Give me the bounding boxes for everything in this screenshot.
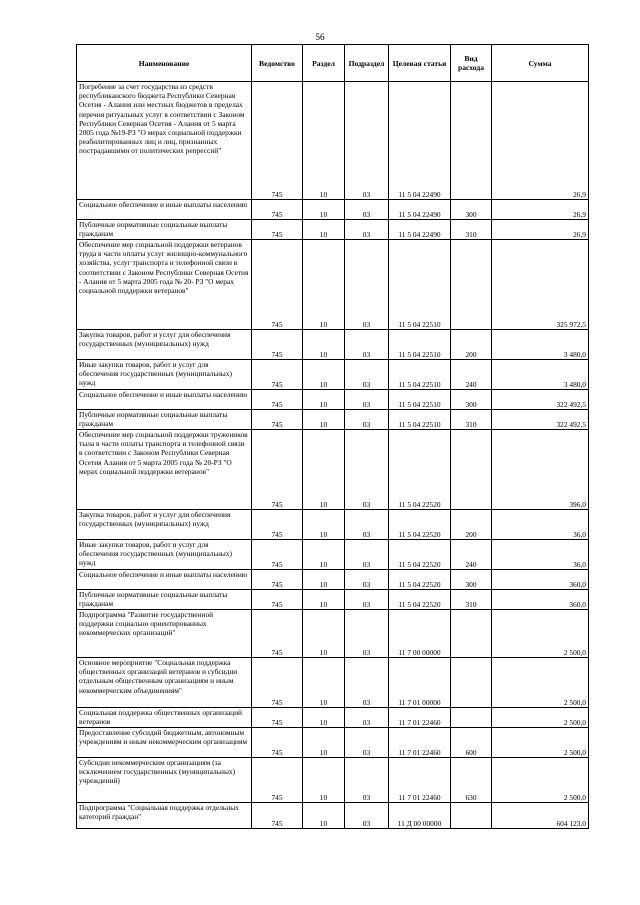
row-dept: 745 xyxy=(252,658,303,708)
row-target: 11 5 04 22520 xyxy=(389,510,451,540)
row-dept: 745 xyxy=(252,430,303,510)
row-kind xyxy=(451,610,492,658)
row-dept: 745 xyxy=(252,390,303,410)
row-name: Публичные нормативные социальные выплаты гражданам xyxy=(77,410,252,430)
table-row xyxy=(77,803,589,829)
row-sum: 396,0 xyxy=(492,430,589,510)
table-row xyxy=(77,510,589,540)
row-subsection: 03 xyxy=(345,803,389,829)
row-sum: 325 972,5 xyxy=(492,240,589,330)
row-sum: 2 500,0 xyxy=(492,758,589,803)
row-section: 10 xyxy=(303,82,345,200)
table-row xyxy=(77,708,589,728)
row-name: Закупка товаров, работ и услуг для обеспечения государственных (муниципальных) нужд xyxy=(77,510,252,540)
row-kind xyxy=(451,82,492,200)
row-kind: 240 xyxy=(451,360,492,390)
row-kind xyxy=(451,708,492,728)
table-row xyxy=(77,220,589,240)
table-row xyxy=(77,658,589,708)
row-dept: 745 xyxy=(252,510,303,540)
row-section: 10 xyxy=(303,758,345,803)
row-sum: 26,9 xyxy=(492,220,589,240)
row-sum: 360,0 xyxy=(492,590,589,610)
row-sum: 2 500,0 xyxy=(492,610,589,658)
row-sum: 2 500,0 xyxy=(492,708,589,728)
row-target: 11 5 04 22490 xyxy=(389,200,451,220)
row-target: 11 5 04 22520 xyxy=(389,570,451,590)
row-name: Социальная поддержка общественных организаций ветеранов xyxy=(77,708,252,728)
row-sum: 36,0 xyxy=(492,540,589,570)
table-row xyxy=(77,240,589,330)
row-kind: 200 xyxy=(451,510,492,540)
row-subsection: 03 xyxy=(345,430,389,510)
row-subsection: 03 xyxy=(345,220,389,240)
row-sum: 604 123,0 xyxy=(492,803,589,829)
row-target: 11 Д 00 00000 xyxy=(389,803,451,829)
row-dept: 745 xyxy=(252,330,303,360)
row-section: 10 xyxy=(303,658,345,708)
row-kind: 300 xyxy=(451,200,492,220)
row-dept: 745 xyxy=(252,758,303,803)
table-row xyxy=(77,390,589,410)
row-target: 11 5 04 22490 xyxy=(389,82,451,200)
row-kind: 630 xyxy=(451,758,492,803)
header-target: Целевая статья xyxy=(389,45,451,82)
row-section: 10 xyxy=(303,410,345,430)
row-section: 10 xyxy=(303,590,345,610)
row-name: Социальное обеспечение и иные выплаты населению xyxy=(77,570,252,590)
table-row xyxy=(77,570,589,590)
table-row xyxy=(77,728,589,758)
row-sum: 3 480,0 xyxy=(492,330,589,360)
row-target: 11 7 00 00000 xyxy=(389,610,451,658)
header-sum: Сумма xyxy=(492,45,589,82)
row-section: 10 xyxy=(303,240,345,330)
row-dept: 745 xyxy=(252,82,303,200)
row-name: Субсидии некоммерческим организациям (за исключением государственных (муниципальных) учреждений) xyxy=(77,758,252,803)
row-target: 11 5 04 22520 xyxy=(389,590,451,610)
row-name: Подпрограмма "Социальная поддержка отдельных категорий граждан" xyxy=(77,803,252,829)
budget-table xyxy=(76,44,589,829)
row-sum: 360,0 xyxy=(492,570,589,590)
header-name: Наименование xyxy=(77,45,252,82)
row-subsection: 03 xyxy=(345,330,389,360)
row-name: Публичные нормативные социальные выплаты гражданам xyxy=(77,590,252,610)
row-kind xyxy=(451,803,492,829)
row-kind: 200 xyxy=(451,330,492,360)
row-section: 10 xyxy=(303,430,345,510)
row-sum: 2 500,0 xyxy=(492,728,589,758)
table-row xyxy=(77,330,589,360)
row-target: 11 5 04 22490 xyxy=(389,220,451,240)
row-sum: 322 492,5 xyxy=(492,390,589,410)
row-target: 11 7 01 00000 xyxy=(389,658,451,708)
row-subsection: 03 xyxy=(345,570,389,590)
row-subsection: 03 xyxy=(345,590,389,610)
row-kind: 310 xyxy=(451,410,492,430)
row-dept: 745 xyxy=(252,570,303,590)
row-dept: 745 xyxy=(252,220,303,240)
table-row xyxy=(77,82,589,200)
row-section: 10 xyxy=(303,540,345,570)
header-subsection: Подраздел xyxy=(345,45,389,82)
row-kind xyxy=(451,658,492,708)
header-section: Раздел xyxy=(303,45,345,82)
row-dept: 745 xyxy=(252,200,303,220)
row-name: Социальное обеспечение и иные выплаты населению xyxy=(77,200,252,220)
row-section: 10 xyxy=(303,728,345,758)
row-sum: 3 480,0 xyxy=(492,360,589,390)
row-name: Подпрограмма "Развитие государственной поддержки социально ориентированных некоммерческих организаций" xyxy=(77,610,252,658)
row-subsection: 03 xyxy=(345,728,389,758)
row-target: 11 5 04 22520 xyxy=(389,540,451,570)
row-name: Обеспечение мер социальной поддержки ветеранов труда в части оплаты услуг жилищно-коммунального хозяйства, услуг транспорта и телефонной связи в соответствии с Законом Республики Северная Осетия - Алания от 5 марта 2005 года № 20- РЗ "О мерах социальной поддержки ветеранов" xyxy=(77,240,252,330)
row-name: Предоставление субсидий бюджетным, автономным учреждениям и иным некоммерческим организациям xyxy=(77,728,252,758)
row-target: 11 5 04 22510 xyxy=(389,240,451,330)
row-section: 10 xyxy=(303,220,345,240)
row-subsection: 03 xyxy=(345,200,389,220)
row-target: 11 5 04 22510 xyxy=(389,390,451,410)
table-header-row xyxy=(77,45,589,82)
row-name: Погребение за счет государства из средств республиканского бюджета Республики Северная Осетия - Алания или местных бюджетов в пределах перечня ритуальных услуг в соответствии с Законом Республики Северная Осетия - Алания от 5 марта 2005 года №19-РЗ "О мерах социальной поддержки реабилитированных лиц и лиц, признанных пострадавшими от политических репрессий" xyxy=(77,82,252,200)
row-name: Публичные нормативные социальные выплаты гражданам xyxy=(77,220,252,240)
row-name: Обеспечение мер социальной поддержки тружеников тыла в части оплаты транспорта и телефонной связи в соответствии с Законом Республики Северная Осетия Алания от 5 марта 2005 года № 20-РЗ "О мерах социальной поддержки ветеранов" xyxy=(77,430,252,510)
table-row xyxy=(77,430,589,510)
table-row xyxy=(77,540,589,570)
row-kind xyxy=(451,240,492,330)
row-subsection: 03 xyxy=(345,360,389,390)
row-target: 11 5 04 22510 xyxy=(389,410,451,430)
row-name: Социальное обеспечение и иные выплаты населению xyxy=(77,390,252,410)
row-subsection: 03 xyxy=(345,240,389,330)
row-sum: 2 500,0 xyxy=(492,658,589,708)
row-section: 10 xyxy=(303,510,345,540)
row-kind: 600 xyxy=(451,728,492,758)
row-dept: 745 xyxy=(252,803,303,829)
row-section: 10 xyxy=(303,330,345,360)
table-row xyxy=(77,610,589,658)
row-subsection: 03 xyxy=(345,82,389,200)
row-dept: 745 xyxy=(252,240,303,330)
row-dept: 745 xyxy=(252,540,303,570)
row-target: 11 5 04 22520 xyxy=(389,430,451,510)
row-dept: 745 xyxy=(252,708,303,728)
row-target: 11 7 01 22460 xyxy=(389,708,451,728)
row-subsection: 03 xyxy=(345,610,389,658)
table-row xyxy=(77,410,589,430)
row-section: 10 xyxy=(303,803,345,829)
row-sum: 26,9 xyxy=(492,82,589,200)
row-kind: 300 xyxy=(451,390,492,410)
row-subsection: 03 xyxy=(345,758,389,803)
row-subsection: 03 xyxy=(345,540,389,570)
row-dept: 745 xyxy=(252,728,303,758)
row-subsection: 03 xyxy=(345,410,389,430)
row-dept: 745 xyxy=(252,410,303,430)
row-sum: 36,0 xyxy=(492,510,589,540)
table-row xyxy=(77,590,589,610)
row-kind: 240 xyxy=(451,540,492,570)
table-row xyxy=(77,758,589,803)
page-number: 56 xyxy=(315,32,325,42)
table-row xyxy=(77,360,589,390)
row-section: 10 xyxy=(303,360,345,390)
row-kind: 310 xyxy=(451,590,492,610)
header-dept: Ведомство xyxy=(252,45,303,82)
row-dept: 745 xyxy=(252,360,303,390)
row-target: 11 7 01 22460 xyxy=(389,758,451,803)
row-section: 10 xyxy=(303,570,345,590)
row-sum: 322 492,5 xyxy=(492,410,589,430)
row-name: Иные закупки товаров, работ и услуг для обеспечения государственных (муниципальных) нужд xyxy=(77,360,252,390)
row-dept: 745 xyxy=(252,590,303,610)
row-name: Основное мероприятие "Социальная поддержка общественных организаций ветеранов и субсидии отдельным общественным организациям и иным некоммерческим объединениям" xyxy=(77,658,252,708)
table-row xyxy=(77,200,589,220)
row-section: 10 xyxy=(303,708,345,728)
header-kind: Вид расхода xyxy=(451,45,492,82)
row-kind xyxy=(451,430,492,510)
row-subsection: 03 xyxy=(345,658,389,708)
row-kind: 300 xyxy=(451,570,492,590)
row-subsection: 03 xyxy=(345,708,389,728)
row-section: 10 xyxy=(303,200,345,220)
row-target: 11 5 04 22510 xyxy=(389,360,451,390)
row-subsection: 03 xyxy=(345,510,389,540)
row-section: 10 xyxy=(303,610,345,658)
row-name: Иные закупки товаров, работ и услуг для обеспечения государственных (муниципальных) нужд xyxy=(77,540,252,570)
row-section: 10 xyxy=(303,390,345,410)
row-sum: 26,9 xyxy=(492,200,589,220)
row-kind: 310 xyxy=(451,220,492,240)
row-name: Закупка товаров, работ и услуг для обеспечения государственных (муниципальных) нужд xyxy=(77,330,252,360)
row-target: 11 5 04 22510 xyxy=(389,330,451,360)
row-dept: 745 xyxy=(252,610,303,658)
row-target: 11 7 01 22460 xyxy=(389,728,451,758)
row-subsection: 03 xyxy=(345,390,389,410)
